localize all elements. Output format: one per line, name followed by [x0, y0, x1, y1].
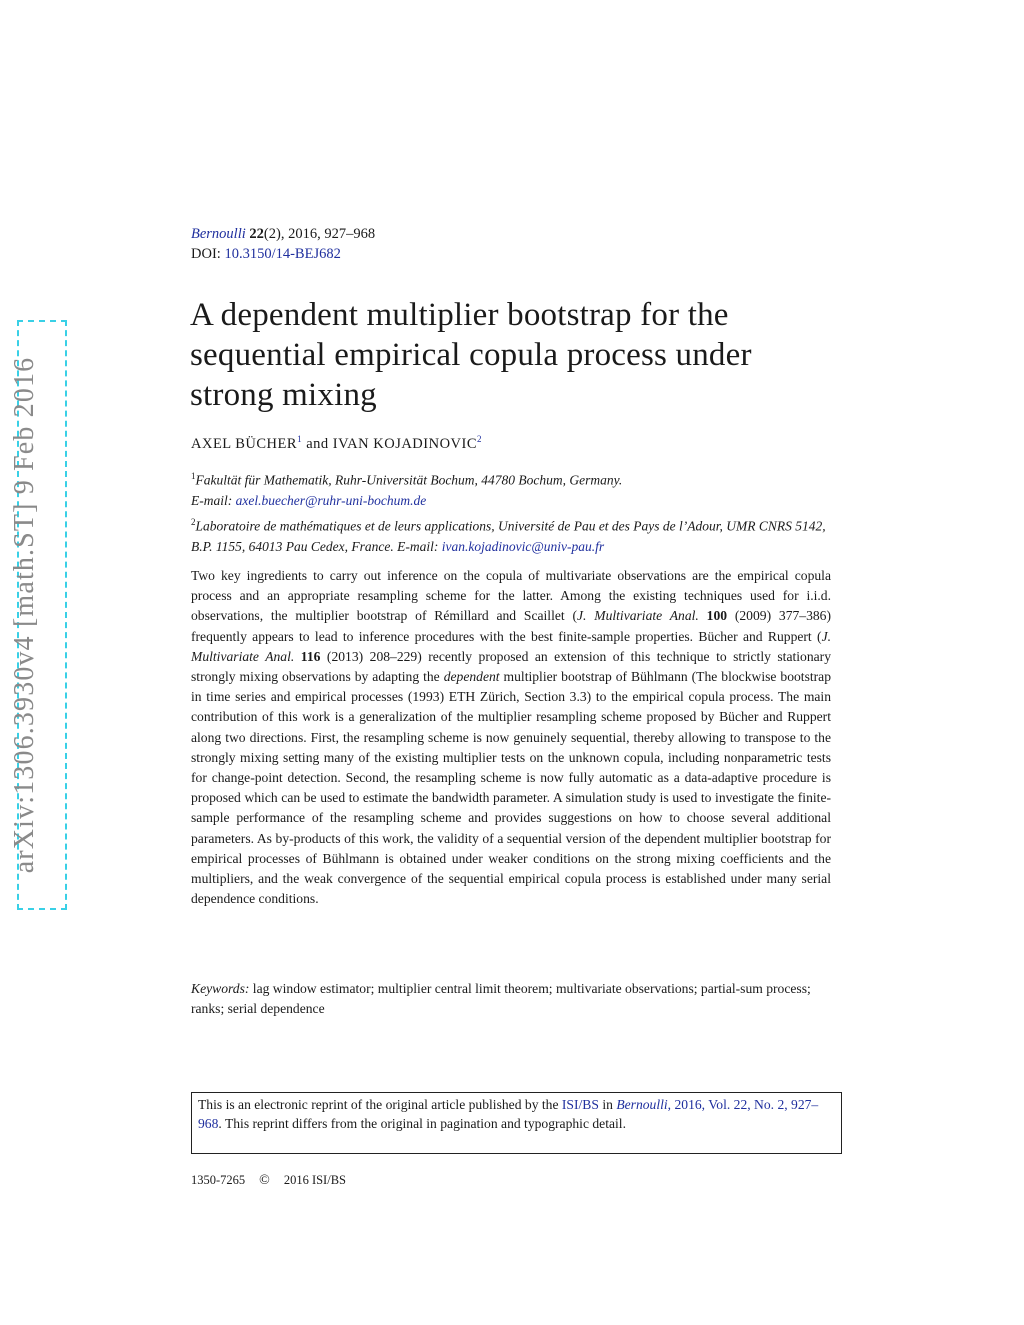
doi-label: DOI:	[191, 246, 221, 262]
journal-ref-1: J. Multivariate Anal.	[577, 608, 699, 624]
author-conjunction: and	[306, 435, 329, 452]
copyright-icon: ©	[259, 1173, 270, 1188]
author-1: AXEL BÜCHER	[191, 435, 298, 452]
abstract	[191, 566, 831, 909]
author-2-affiliation-mark[interactable]: 2	[477, 434, 483, 444]
issue-year-pages: (2), 2016, 927–968	[263, 226, 376, 242]
copyright-text: 2016 ISI/BS	[283, 1173, 346, 1187]
footer	[191, 1173, 346, 1189]
emphasis-dependent: dependent	[443, 669, 500, 685]
volume: 22	[249, 226, 264, 242]
email-link-1[interactable]: axel.buecher@ruhr-uni-bochum.de	[235, 493, 427, 508]
affiliation-1-email-line	[191, 491, 841, 512]
affiliations	[191, 466, 841, 557]
keywords	[191, 979, 831, 1019]
volume-ref-1: 100	[706, 608, 728, 624]
keywords-text: lag window estimator; multiplier central limit theorem; multivariate observations; partial-sum process; ranks; serial dependence	[191, 981, 811, 1017]
keywords-label: Keywords:	[191, 981, 250, 996]
journal-header	[191, 224, 375, 264]
arxiv-stamp[interactable]: arXiv:1306.3930v4 [math.ST] 9 Feb 2016	[9, 356, 40, 874]
reprint-journal-link[interactable]: Bernoulli	[616, 1097, 668, 1112]
abstract-text-3: (2013) 208–229) recently proposed an extension of this technique to strictly stationary strongly mixing observations by adapting the	[191, 648, 831, 685]
abstract-text-2: (2009) 377–386) frequently appears to lead to inference procedures with the best finite-sample properties. Bücher and Ruppert (	[191, 608, 832, 644]
paper-title: A dependent multiplier bootstrap for the sequential empirical copula process under strong mixing	[190, 297, 752, 413]
affiliation-1	[191, 466, 841, 491]
reprint-text-1: This is an electronic reprint of the original article published by the	[198, 1097, 562, 1112]
volume-ref-2: 116	[300, 648, 321, 664]
issn: 1350-7265	[191, 1173, 246, 1187]
abstract-text-1: Two key ingredients to carry out inference on the copula of multivariate observations are the empirical copula process and an appropriate resampling scheme for the latter. Among the existing techniques used for i.i.d. observations, the multiplier bootstrap of Rémillard and Scaillet (	[191, 568, 831, 624]
journal-link[interactable]: Bernoulli	[191, 226, 246, 242]
email-label: E-mail:	[397, 538, 439, 554]
reprint-text-3: . This reprint differs from the original in pagination and typographic detail.	[218, 1116, 626, 1131]
author-1-affiliation-mark[interactable]: 1	[297, 434, 303, 444]
email-label: E-mail:	[191, 493, 233, 508]
doi-link[interactable]: 10.3150/14-BEJ682	[224, 246, 341, 262]
affiliation-2-text: Laboratoire de mathématiques et de leurs applications, Université de Pau et des Pays de l’Adour, UMR CNRS 5142, B.P. 1155, 64013 Pau Cedex, France.	[191, 518, 826, 554]
journal-ref-2: J. Multivariate Anal.	[191, 628, 831, 664]
reprint-text-2: in	[598, 1097, 617, 1112]
abstract-text-4: multiplier bootstrap of Bühlmann (The blockwise bootstrap in time series and empirical processes (1993) ETH Zürich, Section 3.3) to the empirical copula process. The main contribution of this work is a generalization of the multiplier resampling scheme proposed by Bücher and Ruppert along two directions. First, the resampling scheme is now genuinely sequential, thereby allowing to transpose to the strongly mixing setting many of the existing multiplier tests on the unknown copula, including nonparametric tests for change-point detection. Second, the resampling scheme is now fully automatic as a data-adaptive procedure is proposed which can be used to estimate the bandwidth parameter. A simulation study is used to investigate the finite-sample performance of the resampling scheme and provides suggestions on how to choose several additional parameters. As by-products of this work, the validity of a sequential version of the dependent multiplier bootstrap for empirical processes of Bühlmann is obtained under weaker conditions on the strong mixing coefficients and the multipliers, and the weak convergence of the sequential empirical copula process is established under many serial dependence conditions.	[191, 669, 831, 907]
affiliation-1-text: Fakultät für Mathematik, Ruhr-Universität Bochum, 44780 Bochum, Germany.	[195, 472, 623, 488]
email-link-2[interactable]: ivan.kojadinovic@univ-pau.fr	[441, 538, 605, 554]
affiliation-2-mark: 2	[191, 516, 196, 527]
citation-line	[191, 224, 375, 244]
reprint-notice	[191, 1092, 842, 1154]
author-2: IVAN KOJADINOVIC	[332, 435, 478, 452]
reprint-citation-link[interactable]: , 2016, Vol. 22, No. 2, 927–968	[198, 1097, 819, 1131]
affiliation-1-mark: 1	[191, 471, 196, 481]
authors	[191, 434, 482, 453]
doi-line	[191, 244, 375, 264]
affiliation-2	[191, 512, 841, 558]
isi-bs-link[interactable]: ISI/BS	[561, 1097, 599, 1112]
